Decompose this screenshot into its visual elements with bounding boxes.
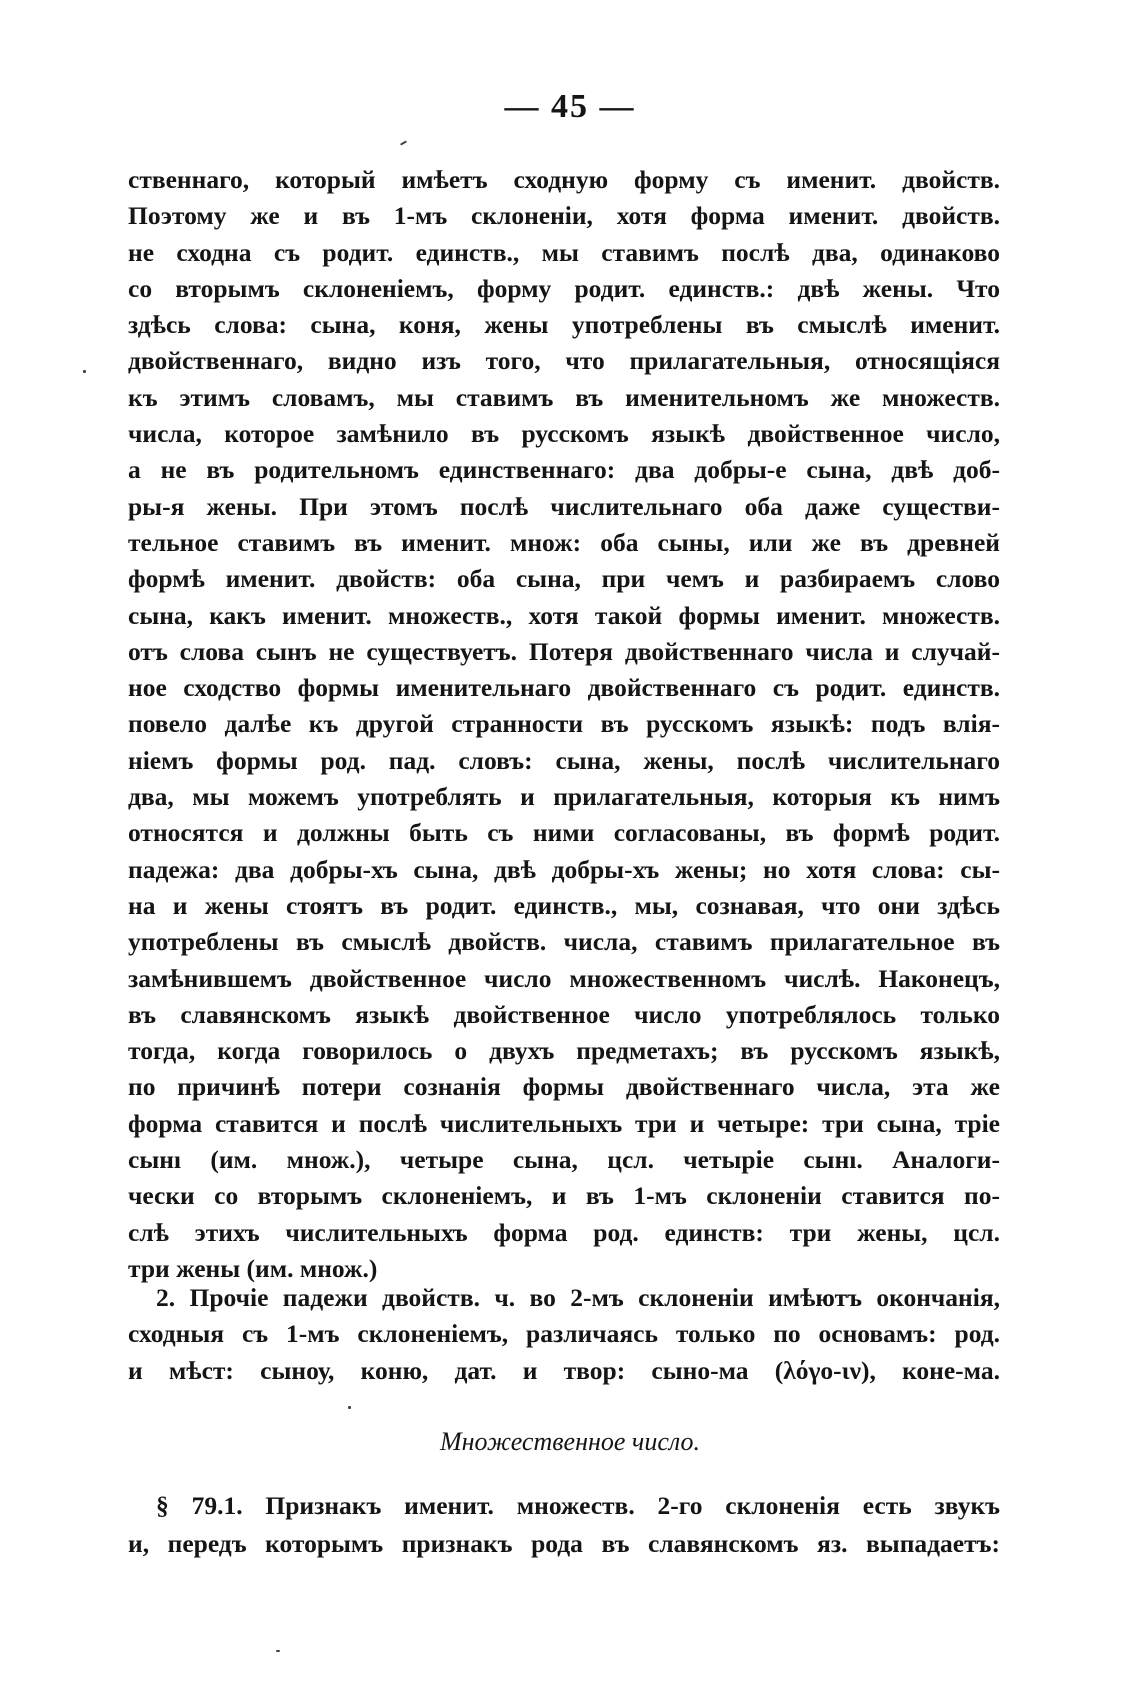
text-line: здѣсь слова: сына, коня, жены употреблены въ смыслѣ именит. (128, 310, 1000, 340)
text-line: слѣ этихъ числительныхъ форма род. единств: три жены, цсл. (128, 1217, 1000, 1247)
text-line: а не въ родительномъ единственнаго: два добры-е сына, двѣ доб- (128, 455, 1000, 485)
paragraph-section-79 (128, 1487, 1000, 1563)
text-line: формѣ именит. двойств: оба сына, при чемъ и разбираемъ слово (128, 564, 1000, 594)
text-line: и, передъ которымъ признакъ рода въ славянскомъ яз. выпадаетъ: (128, 1529, 1000, 1558)
text-line: чески со вторымъ склоненіемъ, и въ 1-мъ склоненіи ставится по- (128, 1181, 1000, 1211)
text-line: тельное ставимъ въ именит. множ: оба сыны, или же въ древней (128, 527, 1000, 557)
text-line: отъ слова сынъ не существуетъ. Потеря двойственнаго числа и случай- (128, 636, 1000, 666)
text-line: 2. Прочіе падежи двойств. ч. во 2-мъ склоненіи имѣютъ окончанія, (156, 1283, 1000, 1312)
text-line: двойственнаго, видно изъ того, что прилагательныя, относящіяся (128, 346, 1000, 376)
text-line: не сходна съ родит. единств., мы ставимъ послѣ два, одинаково (128, 237, 1000, 267)
text-line: ніемъ формы род. пад. словъ: сына, жены, послѣ числительнаго (128, 745, 1000, 775)
text-line: въ славянскомъ языкѣ двойственное число употреблялось только (128, 999, 1000, 1029)
scan-speck (83, 370, 86, 373)
text-line: сходныя съ 1-мъ склоненіемъ, различаясь только по основамъ: род. (128, 1319, 1000, 1349)
text-line: со вторымъ склоненіемъ, форму родит. единств.: двѣ жены. Что (128, 273, 1000, 303)
page-number: — 45 — (504, 88, 636, 125)
scan-speck (276, 1650, 280, 1652)
scan-speck (348, 1406, 351, 1409)
text-line: къ этимъ словамъ, мы ставимъ въ именительномъ же множеств. (128, 382, 1000, 412)
text-line: замѣнившемъ двойственное число множественномъ числѣ. Наконецъ, (128, 963, 1000, 993)
text-line: тогда, когда говорилось о двухъ предметахъ; въ русскомъ языкѣ, (128, 1036, 1000, 1066)
text-line: и мѣст: сыноу, коню, дат. и твор: сыно-ма (λόγο-ιν), коне-ма. (128, 1355, 1000, 1385)
text-line: ное сходство формы именительнаго двойственнаго съ родит. единств. (128, 673, 1000, 703)
text-line: ственнаго, который имѣетъ сходную форму съ именит. двойств. (128, 165, 1000, 194)
text-line: употреблены въ смыслѣ двойств. числа, ставимъ прилагательное въ (128, 927, 1000, 957)
paragraph-other-cases (128, 1280, 1000, 1389)
text-line: ры-я жены. При этомъ послѣ числительнаго оба даже существи- (128, 491, 1000, 521)
text-line: числа, которое замѣнило въ русскомъ языкѣ двойственное число, (128, 419, 1000, 449)
text-line: сына, какъ именит. множеств., хотя такой формы именит. множеств. (128, 600, 1000, 630)
text-line: сынı (им. множ.), четыре сына, цсл. четыріе сынı. Аналоги- (128, 1145, 1000, 1175)
text-line: § 79.1. Признакъ именит. множеств. 2-го склоненія есть звукъ (156, 1491, 1000, 1520)
text-line: три жены (им. множ.) (128, 1253, 378, 1283)
text-line: два, мы можемъ употреблять и прилагательныя, которыя къ нимъ (128, 782, 1000, 812)
section-heading: Множественное число. (439, 1427, 701, 1456)
scan-speck (400, 140, 407, 145)
text-line: падежа: два добры-хъ сына, двѣ добры-хъ жены; но хотя слова: сы- (128, 854, 1000, 884)
text-line: относятся и должны быть съ ними согласованы, въ формѣ родит. (128, 818, 1000, 848)
text-line: Поэтому же и въ 1-мъ склоненіи, хотя форма именит. двойств. (128, 201, 1000, 231)
text-line: форма ставится и послѣ числительныхъ три и четыре: три сына, тріе (128, 1108, 1000, 1138)
text-line: на и жены стоятъ въ родит. единств., мы, сознавая, что они здѣсь (128, 890, 1000, 920)
text-line: по причинѣ потери сознанія формы двойственнаго числа, эта же (128, 1072, 1000, 1102)
text-line: повело далѣе къ другой странности въ русскомъ языкѣ: подъ влія- (128, 709, 1000, 739)
paragraph-dual-number (128, 162, 1000, 1287)
